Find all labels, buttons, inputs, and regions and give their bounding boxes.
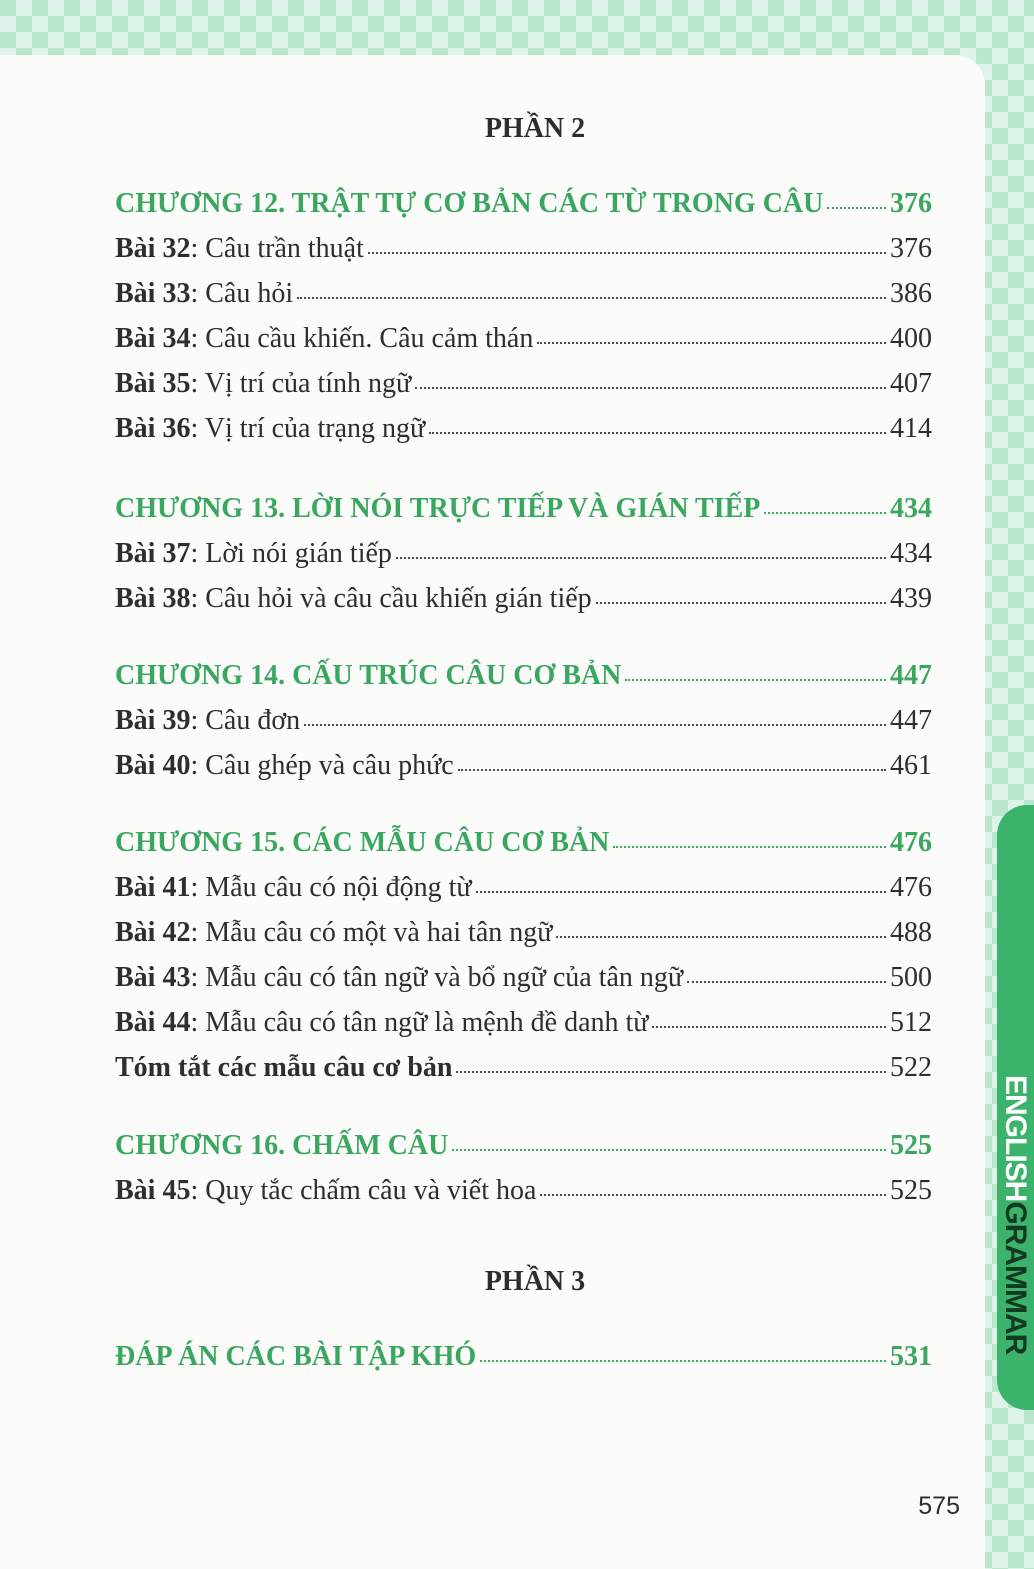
lesson-title: Mẫu câu có nội động từ [205, 872, 472, 903]
lesson-number: Bài 40 [115, 750, 191, 781]
toc-chapter-12[interactable] [115, 188, 932, 228]
dot-leader [458, 769, 886, 771]
dot-leader [625, 679, 886, 681]
lesson-number: Bài 38 [115, 583, 191, 614]
toc-chapter-16[interactable] [115, 1130, 932, 1170]
answers-title: ĐÁP ÁN CÁC BÀI TẬP KHÓ [115, 1341, 477, 1372]
toc-lesson[interactable]: Bài 45: Quy tắc chấm câu và viết hoa 525 [115, 1175, 932, 1206]
lesson-title: Câu trần thuật [205, 233, 364, 264]
lesson-title: Lời nói gián tiếp [205, 538, 392, 569]
lesson-page: 500 [890, 962, 932, 993]
lesson-title: Mẫu câu có một và hai tân ngữ [205, 917, 553, 948]
chapter-title: CHƯƠNG 14. CẤU TRÚC CÂU CƠ BẢN [115, 660, 622, 691]
lesson-title: Vị trí của trạng ngữ [204, 413, 426, 444]
part-heading: PHẦN 3 [484, 1266, 586, 1297]
dot-leader [429, 432, 886, 434]
chapter-page: 434 [890, 493, 932, 524]
chapter-page: 476 [890, 827, 932, 858]
lesson-page: 434 [890, 538, 932, 569]
lesson-title: Câu cầu khiến. Câu cảm thán [205, 323, 534, 354]
summary-title: Tóm tắt các mẫu câu cơ bản [115, 1052, 453, 1083]
dot-leader [452, 1149, 886, 1151]
side-tab-word-english: ENGLISH [999, 1075, 1032, 1202]
toc-chapter-13[interactable] [115, 493, 932, 533]
part-heading: PHẦN 2 [484, 113, 586, 144]
lesson-number: Bài 42 [115, 917, 191, 948]
lesson-title: Câu hỏi [205, 278, 294, 309]
lesson-page: 386 [890, 278, 932, 309]
side-tab-word-grammar: GRAMMAR [999, 1201, 1032, 1355]
dot-leader [827, 207, 886, 209]
toc-lesson[interactable]: Bài 38: Câu hỏi và câu cầu khiến gián tiếp 439 [115, 583, 932, 614]
chapter-title: CHƯƠNG 15. CÁC MẪU CÂU CƠ BẢN [115, 827, 610, 858]
lesson-number: Bài 45 [115, 1175, 191, 1206]
toc-summary[interactable] [115, 1052, 932, 1092]
dot-leader [596, 602, 886, 604]
chapter-page: 376 [890, 188, 932, 219]
lesson-number: Bài 41 [115, 872, 191, 903]
dot-leader [297, 297, 886, 299]
dot-leader [540, 1194, 886, 1196]
dot-leader [368, 252, 886, 254]
toc-lesson[interactable]: Bài 33: Câu hỏi 386 [115, 278, 932, 309]
dot-leader [687, 981, 886, 983]
dot-leader [415, 387, 886, 389]
chapter-title: CHƯƠNG 16. CHẤM CÂU [115, 1130, 449, 1161]
lesson-page: 476 [890, 872, 932, 903]
lesson-page: 400 [890, 323, 932, 354]
dot-leader [396, 557, 886, 559]
toc-chapter-15[interactable] [115, 827, 932, 867]
page-number: 575 [918, 1492, 960, 1520]
toc-lesson[interactable]: Bài 39: Câu đơn 447 [115, 705, 932, 736]
lesson-title: Mẫu câu có tân ngữ và bổ ngữ của tân ngữ [205, 962, 684, 993]
lesson-page: 447 [890, 705, 932, 736]
toc-lesson[interactable]: Bài 41: Mẫu câu có nội động từ 476 [115, 872, 932, 903]
chapter-page: 525 [890, 1130, 932, 1161]
toc-answers[interactable] [115, 1341, 932, 1381]
lesson-page: 376 [890, 233, 932, 264]
lesson-title: Câu ghép và câu phức [205, 750, 454, 781]
dot-leader [476, 891, 886, 893]
lesson-number: Bài 37 [115, 538, 191, 569]
dot-leader [613, 846, 886, 848]
answers-page: 531 [890, 1341, 932, 1372]
lesson-number: Bài 34 [115, 323, 191, 354]
toc-lesson[interactable]: Bài 43: Mẫu câu có tân ngữ và bổ ngữ của tân ngữ 500 [115, 962, 932, 993]
lesson-number: Bài 44 [115, 1007, 191, 1038]
lesson-title: Câu hỏi và câu cầu khiến gián tiếp [205, 583, 592, 614]
toc-lesson[interactable]: Bài 42: Mẫu câu có một và hai tân ngữ 488 [115, 917, 932, 948]
toc-lesson[interactable]: Bài 37: Lời nói gián tiếp 434 [115, 538, 932, 569]
chapter-title: CHƯƠNG 13. LỜI NÓI TRỰC TIẾP VÀ GIÁN TIẾP [115, 493, 761, 524]
lesson-page: 439 [890, 583, 932, 614]
toc-lesson[interactable]: Bài 34: Câu cầu khiến. Câu cảm thán 400 [115, 323, 932, 354]
dot-leader [556, 936, 886, 938]
dot-leader [764, 512, 886, 514]
lesson-page: 461 [890, 750, 932, 781]
lesson-page: 488 [890, 917, 932, 948]
toc-lesson[interactable]: Bài 32: Câu trần thuật 376 [115, 233, 932, 264]
lesson-title: Vị trí của tính ngữ [204, 368, 412, 399]
toc-lesson[interactable]: Bài 44: Mẫu câu có tân ngữ là mệnh đề danh từ 512 [115, 1007, 932, 1038]
lesson-number: Bài 43 [115, 962, 191, 993]
chapter-title: CHƯƠNG 12. TRẬT TỰ CƠ BẢN CÁC TỪ TRONG CÂU [115, 188, 824, 219]
lesson-number: Bài 33 [115, 278, 191, 309]
lesson-number: Bài 35 [115, 368, 191, 399]
dot-leader [652, 1026, 886, 1028]
chapter-page: 447 [890, 660, 932, 691]
toc-lesson[interactable]: Bài 40: Câu ghép và câu phức 461 [115, 750, 932, 781]
dot-leader [480, 1360, 886, 1362]
lesson-title: Mẫu câu có tân ngữ là mệnh đề danh từ [205, 1007, 649, 1038]
lesson-page: 407 [890, 368, 932, 399]
dot-leader [537, 342, 886, 344]
dot-leader [456, 1071, 886, 1073]
side-tab-label [1000, 1075, 1030, 1395]
lesson-page: 525 [890, 1175, 932, 1206]
lesson-number: Bài 36 [115, 413, 191, 444]
toc-chapter-14[interactable] [115, 660, 932, 700]
lesson-title: Câu đơn [205, 705, 301, 736]
lesson-number: Bài 32 [115, 233, 191, 264]
dot-leader [304, 724, 886, 726]
summary-page: 522 [890, 1052, 932, 1083]
toc-lesson[interactable]: Bài 36: Vị trí của trạng ngữ 414 [115, 413, 932, 444]
lesson-number: Bài 39 [115, 705, 191, 736]
lesson-title: Quy tắc chấm câu và viết hoa [205, 1175, 537, 1206]
lesson-page: 512 [890, 1007, 932, 1038]
toc-lesson[interactable]: Bài 35: Vị trí của tính ngữ 407 [115, 368, 932, 399]
lesson-page: 414 [890, 413, 932, 444]
